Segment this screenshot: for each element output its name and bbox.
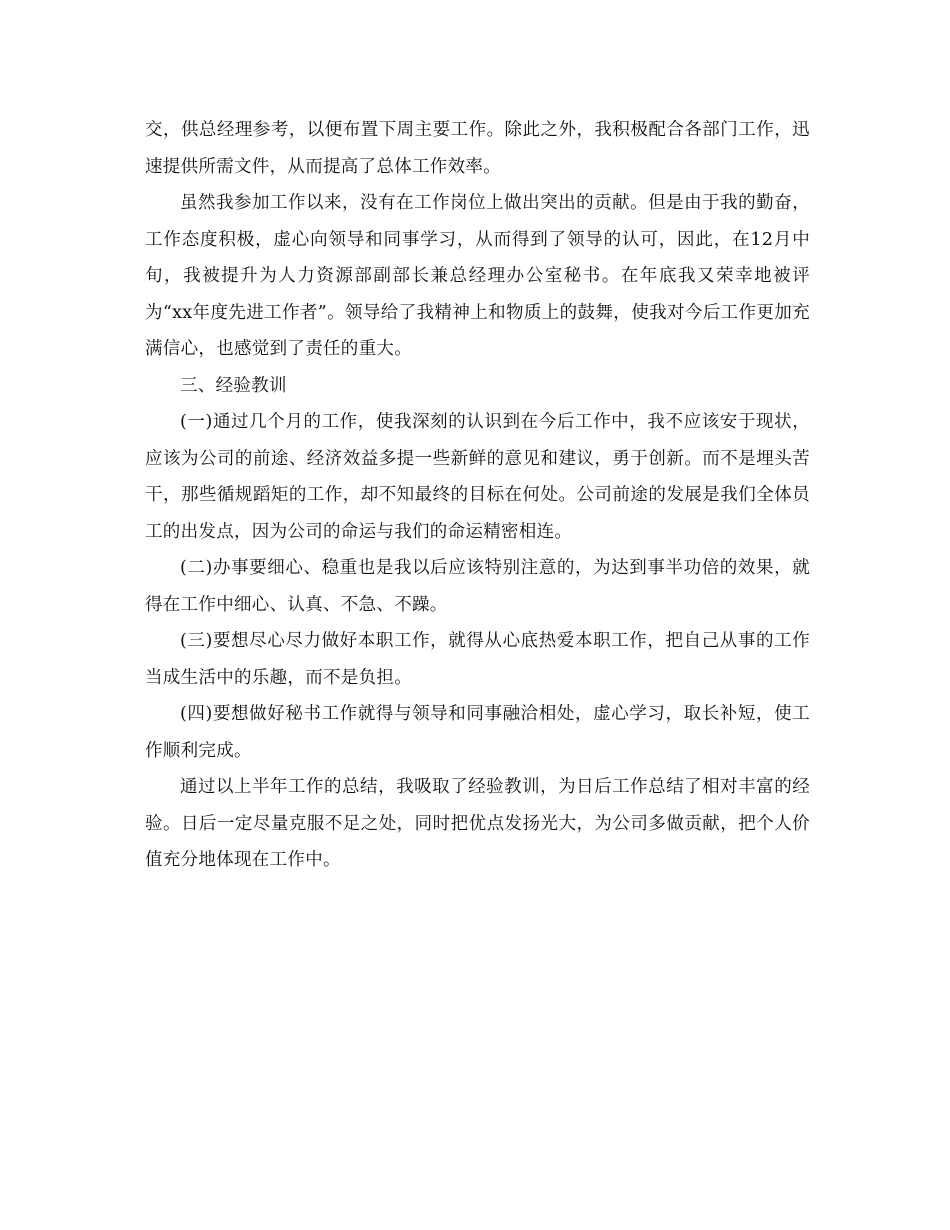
paragraph-lesson-1: (一)通过几个月的工作，使我深刻的认识到在今后工作中，我不应该安于现状，应该为公司的前途、经济效益多提一些新鲜的意见和建议，勇于创新。而不是埋头苦干，那些循规蹈矩的工作，却不知最终的目标在何处。公司前途的发展是我们全体员工的出发点，因为公司的命运与我们的命运精密相连。 bbox=[145, 412, 810, 542]
document-body bbox=[145, 112, 810, 879]
paragraph-conclusion: 通过以上半年工作的总结，我吸取了经验教训，为日后工作总结了相对丰富的经验。日后一定尽量克服不足之处，同时把优点发扬光大，为公司多做贡献，把个人价值充分地体现在工作中。 bbox=[145, 777, 810, 870]
paragraph-continuation: 交，供总经理参考，以便布置下周主要工作。除此之外，我积极配合各部门工作，迅速提供所需文件，从而提高了总体工作效率。 bbox=[145, 120, 810, 177]
section-heading-lessons: 三、经验教训 bbox=[180, 375, 287, 396]
paragraph-lesson-4: (四)要想做好秘书工作就得与领导和同事融洽相处，虚心学习，取长补短，使工作顺利完成。 bbox=[145, 704, 810, 761]
paragraph-contribution: 虽然我参加工作以来，没有在工作岗位上做出突出的贡献。但是由于我的勤奋，工作态度积极，虚心向领导和同事学习，从而得到了领导的认可，因此，在12月中旬，我被提升为人力资源部副部长兼总经理办公室秘书。在年底我又荣幸地被评为“xx年度先进工作者”。领导给了我精神上和物质上的鼓舞，使我对今后工作更加充满信心，也感觉到了责任的重大。 bbox=[145, 193, 810, 359]
paragraph-lesson-3: (三)要想尽心尽力做好本职工作，就得从心底热爱本职工作，把自己从事的工作当成生活中的乐趣，而不是负担。 bbox=[145, 631, 810, 688]
paragraph-lesson-2: (二)办事要细心、稳重也是我以后应该特别注意的，为达到事半功倍的效果，就得在工作中细心、认真、不急、不躁。 bbox=[145, 558, 810, 615]
